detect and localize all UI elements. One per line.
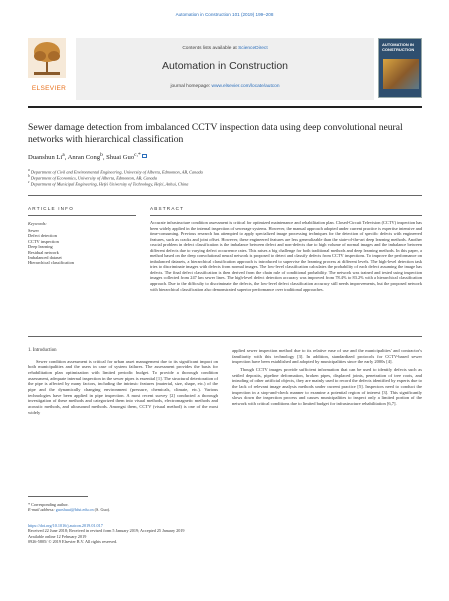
footnotes — [28, 502, 228, 513]
copyright: 0926-5805/ © 2019 Elsevier B.V. All rights reserved. — [28, 539, 118, 545]
body-paragraph: Sewer condition assessment is critical for urban asset management due to its significant impact on both municipalities and the users in case of system failures. The assessment provides the basis for rehabilitation plan optimization with limited periodic budget. To provide a thorough condition assessment, adequate internal inspection in the sewer pipes is essential [1]. The structural deterioration of the pipe is affected by many factors, including the intrinsic features (material, size, shape, etc.) of the pipe and the dynamically changing environment (pressure, chemicals, climate, etc.). Various technologies have been applied in pipe inspection. A most recent survey [2] conducted a thorough investigation of these methods and categorized them into visual methods, electromagnetic methods and acoustic methods, and ultrasound methods. Amongst them, CCTV (visual method) is one of the most widely — [28, 358, 218, 415]
section-title: 1. Introduction — [28, 348, 57, 353]
keywords-label: Keywords: — [28, 221, 47, 226]
keyword: Sewer — [28, 228, 39, 233]
keyword: Defect detection — [28, 233, 57, 239]
masthead-rule — [28, 106, 422, 108]
journal-header-box — [76, 38, 374, 100]
abstract-text: Accurate infrastructure condition assessment is critical for optimized maintenance and rehabilitation plan. Closed-Circuit Television (CCTV) inspection has been widely applied in the internal inspection of sewerage systems. However, the manual approach adopted under current practice is expertise intensive and time-consuming. Previous research has attempted to apply specialized image processing techniques for the detection of specific defects with engineered features, such as cracks and joint offset. However, these engineered features are less generalizable than the state-of-the-art deep learning methods. Another crucial problem in defect classification is the imbalance between defect and non-defects due to high volume of normal images and the imbalance between different defects due to varying defect occurrence rates. This raises a big challenge for both traditional methods and deep learning methods. In this paper, a method based on the deep convolutional neural network is proposed to detect and classify defects from CCTV inspections. To improve the performance on imbalanced datasets, a hierarchical classification approach is introduced to supervise the learning process at different levels. The high-level detection task tries to discriminate images with defects from normal images. The low-level classification calculates the probability of each defect assuming the image has defects. The final defect classification is then derived from the chain rule of conditional probability. The network was trained and tested using inspection images collected from 247 km sewer lines. The high-level defect detection accuracy was improved from 78.4% to 83.2% with a hierarchical classification approach. Due to the difficulty to discriminate the defects, the low-level defect classification accuracy still needs improvements, but the proposed network with hierarchical classification also demonstrated superior performance over traditional approaches. — [150, 220, 422, 292]
divider — [150, 215, 422, 216]
keyword: Hierarchical classification — [28, 260, 74, 266]
author-list: Duanshun Li$^a$, Anran Cong$^b$, Shuai Guo$^{c,*}$ — [28, 152, 418, 161]
journal-masthead — [28, 38, 422, 100]
article-title: Sewer damage detection from imbalanced CCTV inspection data using deep convolutional neural networks with hierarchical classification — [28, 122, 403, 145]
article-info-heading: ARTICLE INFO — [28, 206, 74, 211]
author-sup: a — [62, 152, 65, 158]
affiliation: $^a$ Department of Civil and Environmental Engineering, University of Alberta, Edmonton, AB, Canada — [28, 168, 203, 175]
body-paragraph: applied sewer inspection method due to its relative ease of use and the municipalities' and contractor's familiarity with this technology [3]. In addition, standardized protocols for CCTV-based sewer inspection have been established and adopted by municipalities since the early 2000s [4]. — [232, 348, 422, 365]
cover-image — [383, 59, 419, 89]
keyword: Deep learning — [28, 244, 53, 250]
cover-title: AUTOMATION IN CONSTRUCTION — [382, 42, 415, 52]
divider — [28, 215, 136, 216]
journal-citation: Automation in Construction 101 (2019) 199–208 — [175, 12, 274, 17]
author-name[interactable]: Shuai Guo — [106, 154, 135, 162]
doi-link[interactable]: https://doi.org/10.1016/j.autcon.2019.01.017 — [28, 523, 103, 528]
email-icon[interactable] — [142, 154, 147, 158]
author-sup: b — [100, 152, 103, 158]
journal-title: Automation in Construction — [161, 60, 289, 72]
elsevier-tree-icon — [28, 38, 66, 78]
author-sup: c,* — [134, 152, 141, 158]
homepage-line — [76, 84, 374, 89]
footnote-divider — [28, 496, 88, 497]
publication-info — [28, 523, 248, 545]
publisher-wordmark: ELSEVIER — [31, 85, 67, 92]
keyword: CCTV inspection — [28, 238, 59, 244]
available-online: Available online 12 February 2019 — [28, 533, 87, 539]
keyword: Imbalanced dataset — [28, 255, 62, 261]
author-name[interactable]: Duanshun Li — [28, 154, 63, 162]
sciencedirect-link[interactable]: ScienceDirect — [238, 46, 268, 51]
body-paragraph: Though CCTV images provide sufficient information that can be used to identify defects such as settled deposits, pipeline deformation, broken pipes, displaced joints, penetration of tree roots, and intruding of other artificial objects, they are mainly used to record the defects identified by experts due to the lack of relevant image analysis methods under current practice [5]. Inspectors need to conduct the inspection in a stop-and-check manner to examine a potential region of interest [3]. This significantly slows down the inspection process and causes municipalities to inspect only a limited portion of the network with critical conditions due to limited budget for infrastructure rehabilitation [6,7]. — [232, 366, 422, 406]
abstract-heading: ABSTRACT — [150, 206, 185, 211]
affiliation: $^b$ Department of Economics, University of Alberta, Edmonton, AB, Canada — [28, 174, 157, 181]
affiliation: $^c$ Department of Municipal Engineering, Hefei University of Technology, Hefei, Anhui, China — [28, 180, 189, 187]
contents-prefix: Contents lists available at — [182, 46, 239, 51]
corresponding-author-note: * Corresponding author. — [28, 502, 69, 507]
journal-cover-thumbnail — [378, 38, 422, 98]
body-left-column — [28, 348, 218, 417]
contents-line — [76, 46, 374, 51]
keywords-list — [28, 228, 128, 266]
received-dates: Received 22 June 2018; Received in revised form 5 January 2019; Accepted 25 January 2019 — [28, 528, 185, 534]
elsevier-logo — [28, 38, 70, 92]
body-right-column — [232, 348, 422, 409]
email-note: E-mail address: guoshuai@hfut.edu.cn (S. Guo). — [28, 507, 111, 513]
divider — [28, 336, 422, 337]
divider — [28, 195, 422, 196]
keyword: Residual network — [28, 249, 59, 255]
homepage-link[interactable]: www.elsevier.com/locate/autcon — [211, 84, 280, 89]
email-link[interactable]: guoshuai@hfut.edu.cn — [55, 507, 94, 513]
author-name[interactable]: Anran Cong — [67, 154, 101, 162]
homepage-prefix: journal homepage: — [170, 84, 212, 89]
